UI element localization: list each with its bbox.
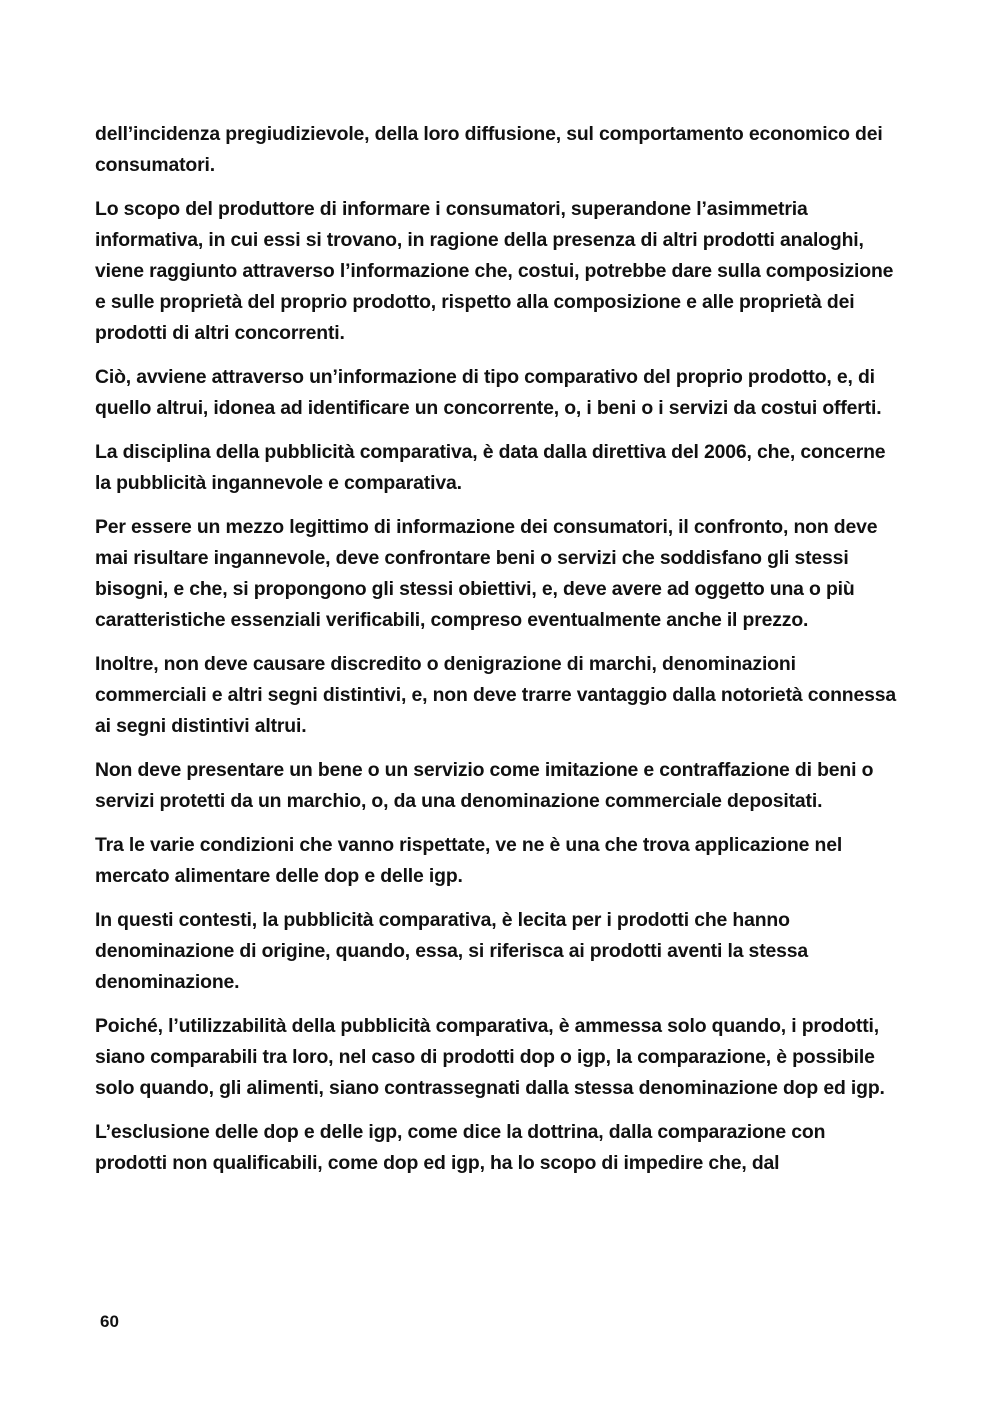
- paragraph: In questi contesti, la pubblicità comparativa, è lecita per i prodotti che hanno denominazione di origine, quando, essa, si riferisca ai prodotti aventi la stessa denominazione.: [95, 909, 809, 993]
- paragraph: L’esclusione delle dop e delle igp, come dice la dottrina, dalla comparazione con prodotti non qualificabili, come dop ed igp, ha lo scopo di impedire che, dal: [95, 1121, 826, 1174]
- paragraph: Tra le varie condizioni che vanno rispettate, ve ne è una che trova applicazione nel mercato alimentare delle dop e delle igp.: [95, 834, 843, 887]
- paragraph: Poiché, l’utilizzabilità della pubblicità comparativa, è ammessa solo quando, i prodotti, siano comparabili tra loro, nel caso di prodotti dop o igp, la comparazione, è possibile solo quando, gli alimenti, siano contrassegnati dalla stessa denominazione dop ed igp.: [95, 1015, 885, 1099]
- paragraph: Inoltre, non deve causare discredito o denigrazione di marchi, denominazioni commerciali e altri segni distintivi, e, non deve trarre vantaggio dalla notorietà connessa ai segni distintivi altrui.: [95, 653, 897, 737]
- paragraph: Non deve presentare un bene o un servizio come imitazione e contraffazione di beni o servizi protetti da un marchio, o, da una denominazione commerciale depositati.: [95, 759, 874, 812]
- paragraph: Per essere un mezzo legittimo di informazione dei consumatori, il confronto, non deve mai risultare ingannevole, deve confrontare beni o servizi che soddisfano gli stessi bisogni, e che, si propongono gli stessi obiettivi, e, deve avere ad oggetto una o più caratteristiche essenziali verificabili, compreso eventualmente anche il prezzo.: [95, 516, 878, 631]
- page-number: 60: [100, 1312, 119, 1331]
- paragraph: Lo scopo del produttore di informare i consumatori, superandone l’asimmetria informativa, in cui essi si trovano, in ragione della presenza di altri prodotti analoghi, viene raggiunto attraverso l’informazione che, costui, potrebbe dare sulla composizione e sulle proprietà del proprio prodotto, rispetto alla composizione e alle proprietà dei prodotti di altri concorrenti.: [95, 198, 894, 344]
- page-body: [95, 119, 901, 1192]
- paragraph: La disciplina della pubblicità comparativa, è data dalla direttiva del 2006, che, concerne la pubblicità ingannevole e comparativa.: [95, 441, 886, 494]
- paragraph: Ciò, avviene attraverso un’informazione di tipo comparativo del proprio prodotto, e, di quello altrui, idonea ad identificare un concorrente, o, i beni o i servizi da costui offerti.: [95, 366, 882, 419]
- paragraph: dell’incidenza pregiudizievole, della loro diffusione, sul comportamento economico dei consumatori.: [95, 123, 883, 176]
